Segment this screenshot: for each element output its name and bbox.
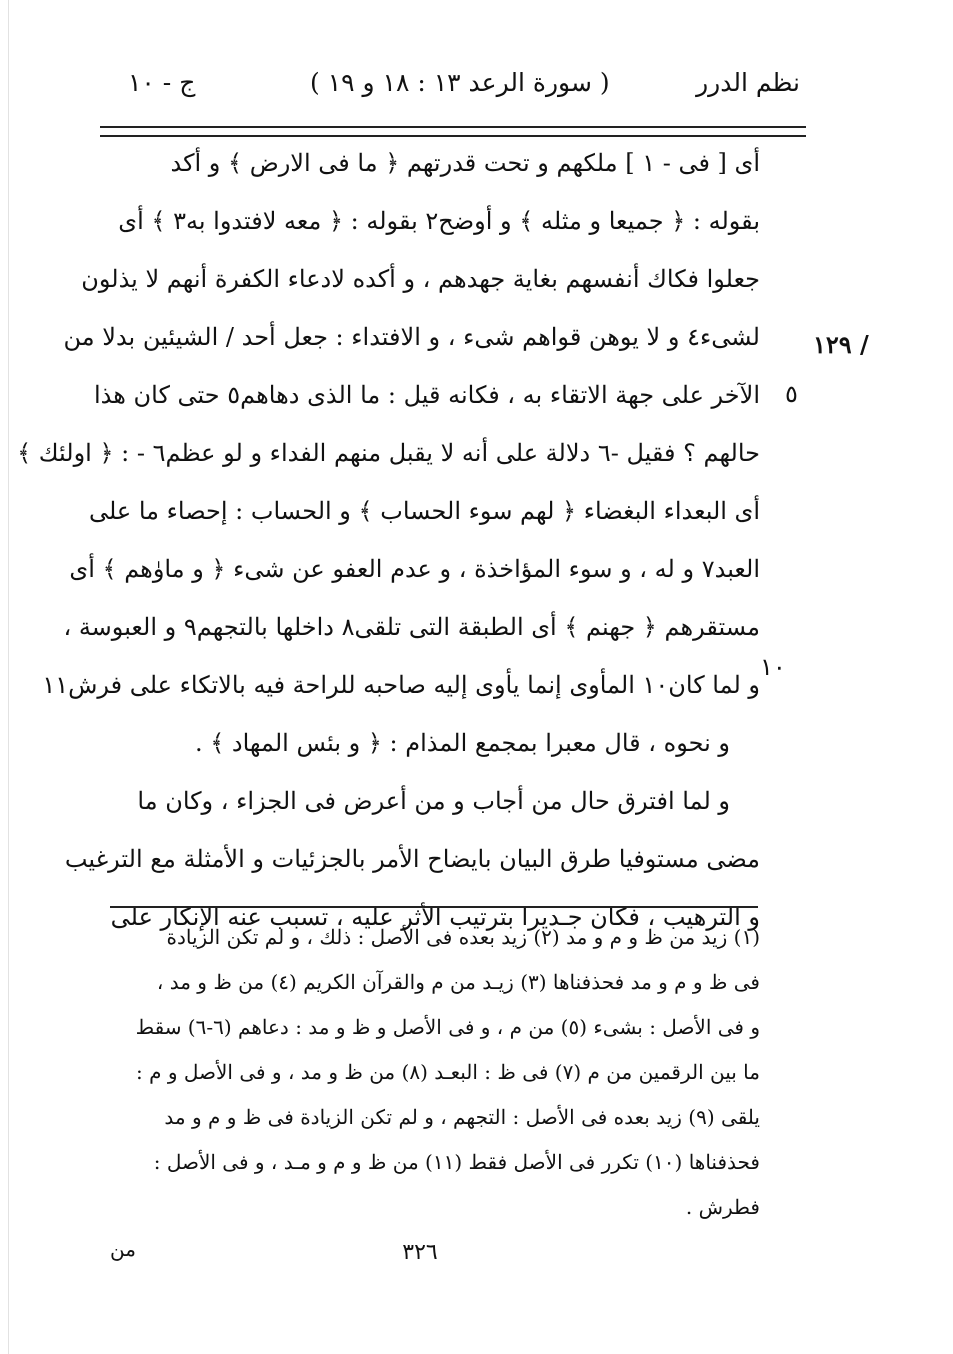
footnote-rule (110, 906, 758, 908)
text-line: أى البعداء البغضاء ﴿ لهم سوء الحساب ﴾ و الحساب : إحصاء ما على (88, 497, 760, 525)
text-line: مضى مستوفيا طرق البيان بايضاح الأمر بالجزئيات و الأمثلة مع الترغيب (64, 845, 760, 873)
margin-line-number-5: ٥ (785, 380, 798, 408)
margin-line-number-10: ١٠ (760, 653, 786, 681)
text-line: و لما كان١٠ المأوى إنما يأوى إليه صاحبه للراحة فيه بالاتكاء على فرش١١ (42, 671, 760, 699)
surah-reference: ( سورة الرعد ١٣ : ١٨ و ١٩ ) (310, 68, 610, 97)
footnote-line: يلقى (٩) زيد بعده فى الأصل : التجهم ، و لم تكن الزيادة فى ظ و م و مد (164, 1105, 760, 1129)
text-line: الآخر على جهة الاتقاء به ، فكانه قيل : ما الذى دهاهم٥ حتى كان هذا (94, 381, 760, 409)
running-header (100, 62, 800, 112)
page-number: ٣٢٦ (402, 1240, 438, 1265)
text-line: لشىء٤ و لا يوهن قواهم شىء ، و الافتداء : جعل أحد / الشيئين بدلا من (63, 323, 760, 351)
footnote-line: فى ظ و م و مد فحذفناها (٣) زيـد من م والقرآن الكريم (٤) من ظ و مد ، (156, 970, 760, 994)
volume-number: ج - ١٠ (128, 68, 196, 97)
book-title: نظم الدرر (696, 68, 800, 97)
footnote-line: فحذفناها (١٠) تكرر فى الأصل فقط (١١) من ظ و م و مـد ، و فى الأصل : (153, 1150, 760, 1174)
footnote-line: و فى الأصل : بشىء (٥) من م ، و فى الأصل و ظ و مد : دعاهم (٦-٦) سقط (135, 1015, 760, 1039)
text-line: العبد٧ و له ، و سوء المؤاخذة ، و عدم العفو عن شىء ﴿ و ماوٰهم ﴾ أى (69, 555, 760, 583)
text-line: و لما افترق حال من أجاب و من أعرض فى الجزاء ، وكان ما (137, 787, 730, 815)
margin-folio-number: ١٢٩ / (813, 330, 869, 359)
footnote-line: (١) زيد من ظ و م و مد (٢) زيد بعده فى الأصل : ذلك ، و لم تكن الزيادة (166, 925, 760, 949)
text-line: حالهم ؟ فقيل -٦ دلالة على أنه لا يقبل منهم الفداء و لو عظم٦ - : ﴿ اولئك ﴾ (17, 439, 760, 467)
text-line: جعلوا فكاك أنفسهم بغاية جهدهم ، و أكده لادعاء الكفرة أنهم لا يذلون (81, 265, 760, 293)
text-line: و نحوه ، قال معبرا بمجمع المذام : ﴿ و بئس المهاد ﴾ . (194, 729, 730, 757)
footnotes (104, 915, 760, 1230)
text-line: بقوله : ﴿ جميعا و مثله ﴾ و أوضح٢ بقوله : ﴿ معه لافتدوا به٣ ﴾ أى (118, 207, 760, 235)
page-edge-line (8, 0, 9, 1354)
text-line: مستقرهم ﴿ جهنم ﴾ أى الطبقة التى تلقى٨ داخلها بالتجهم٩ و العبوسة ، (63, 613, 760, 641)
footnote-line: ما بين الرقمين من م (٧) فى ظ : البعـد (٨) من ظ و مد ، و فى الأصل و م : (136, 1060, 760, 1084)
catchword: من (110, 1237, 136, 1261)
main-text (17, 134, 760, 946)
text-line: أى [ فى - ١ ] ملكهم و تحت قدرتهم ﴿ ما فى الارض ﴾ و أكد (170, 149, 760, 177)
footnote-line: فطرش . (685, 1195, 760, 1219)
text-line: و الترهيب ، فكان جـديرا بترتيب الأثر عليه ، تسبب عنه الإنكار على (110, 903, 760, 931)
